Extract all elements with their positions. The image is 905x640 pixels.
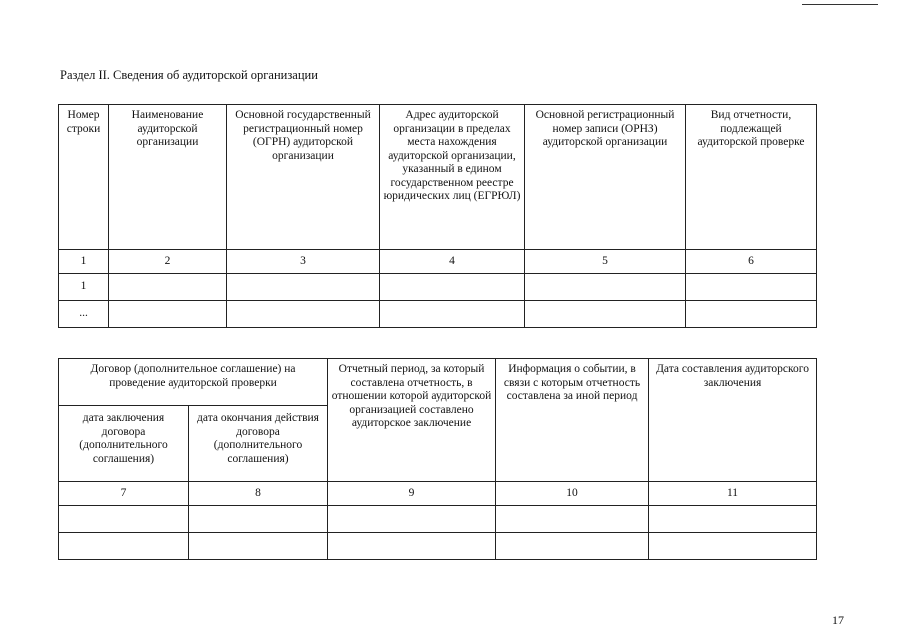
table-cell <box>227 301 380 328</box>
column-number: 4 <box>380 250 525 274</box>
table2-header-row <box>59 359 817 406</box>
table2-column-numbers-row <box>59 482 817 506</box>
header-contract-end-date: дата окончания действия договора (дополнительного соглашения) <box>189 406 328 482</box>
table-cell <box>686 301 817 328</box>
column-number: 8 <box>189 482 328 506</box>
table-cell <box>649 533 817 560</box>
table-cell <box>189 533 328 560</box>
table1-column-numbers-row <box>59 250 817 274</box>
row-line-number: 1 <box>59 274 109 301</box>
header-ogrn: Основной государственный регистрационный номер (ОГРН) аудиторской организации <box>227 105 380 250</box>
page-number: 17 <box>832 613 844 627</box>
table-cell <box>328 533 496 560</box>
audit-contract-table <box>58 358 817 560</box>
header-contract: Договор (дополнительное соглашение) на проведение аудиторской проверки <box>59 359 328 406</box>
header-address: Адрес аудиторской организации в пределах места нахождения аудиторской организации, указанный в едином государственном реестре юридических лиц (ЕГРЮЛ) <box>380 105 525 250</box>
table-cell <box>496 533 649 560</box>
header-ornz: Основной регистрационный номер записи (ОРНЗ) аудиторской организации <box>525 105 686 250</box>
column-number: 6 <box>686 250 817 274</box>
table-cell <box>109 274 227 301</box>
header-line-number: Номер строки <box>59 105 109 250</box>
table-cell <box>525 274 686 301</box>
column-number: 5 <box>525 250 686 274</box>
column-number: 2 <box>109 250 227 274</box>
header-event-info: Информация о событии, в связи с которым отчетность составлена за иной период <box>496 359 649 482</box>
audit-organization-table <box>58 104 817 328</box>
table-cell <box>380 301 525 328</box>
header-reporting-period: Отчетный период, за который составлена отчетность, в отношении которой аудиторской организацией составлено аудиторское заключение <box>328 359 496 482</box>
table-cell <box>649 506 817 533</box>
table1-header-row <box>59 105 817 250</box>
table-row <box>59 301 817 328</box>
header-report-type: Вид отчетности, подлежащей аудиторской проверке <box>686 105 817 250</box>
table-cell <box>109 301 227 328</box>
column-number: 10 <box>496 482 649 506</box>
column-number: 7 <box>59 482 189 506</box>
row-line-number: ... <box>59 301 109 328</box>
table-row <box>59 506 817 533</box>
section-title: Раздел II. Сведения об аудиторской организации <box>60 68 318 82</box>
column-number: 9 <box>328 482 496 506</box>
corner-mark <box>802 0 878 5</box>
header-conclusion-date: Дата составления аудиторского заключения <box>649 359 817 482</box>
header-organization-name: Наименование аудиторской организации <box>109 105 227 250</box>
header-contract-start-date: дата заключения договора (дополнительного соглашения) <box>59 406 189 482</box>
table-cell <box>189 506 328 533</box>
table-row <box>59 274 817 301</box>
table-cell <box>328 506 496 533</box>
table-cell <box>59 506 189 533</box>
table-cell <box>380 274 525 301</box>
table-cell <box>227 274 380 301</box>
column-number: 3 <box>227 250 380 274</box>
table-row <box>59 533 817 560</box>
table-cell <box>59 533 189 560</box>
column-number: 1 <box>59 250 109 274</box>
table-cell <box>496 506 649 533</box>
table-cell <box>525 301 686 328</box>
column-number: 11 <box>649 482 817 506</box>
table-cell <box>686 274 817 301</box>
